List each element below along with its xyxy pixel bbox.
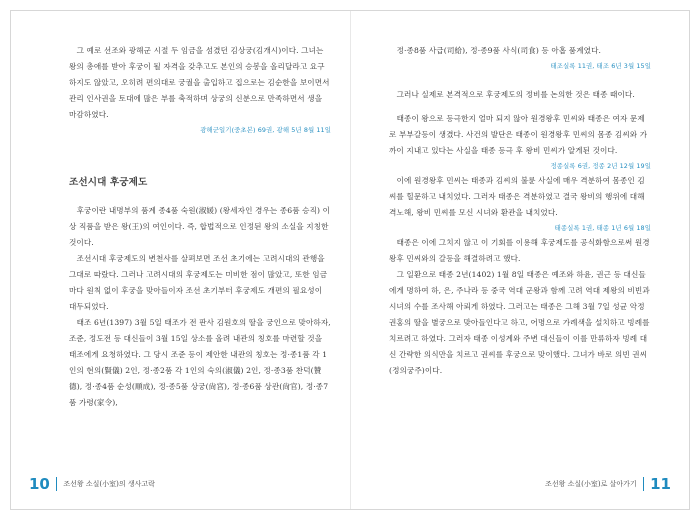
- paragraph: 후궁이란 내명부의 품계 종4품 숙원(淑媛) (왕세자인 경우는 종6품 승직) 이상 직품을 받은 왕(王)의 여인이다. 즉, 합법적으로 인정된 왕의 소실을 지칭한 것이다.: [69, 206, 331, 247]
- paragraph: 태종이 왕으로 등극한지 얼마 되지 않아 원경왕후 민씨와 태종은 여자 문제로 부부갈등이 생겼다. 사건의 발단은 태종이 원경왕후 민씨의 몸종 김씨와 가까이 지내고 있다는 사실을 태종 등극 후 왕비 민씨가 알게된 것이다.: [389, 114, 648, 155]
- section-title: 조선시대 후궁제도: [69, 177, 148, 188]
- source-reference: 태조실록 11권, 태조 6년 3월 15일: [550, 62, 651, 70]
- paragraph: 이에 원경왕후 민씨는 태종과 김씨의 불륜 사실에 매우 격분하여 몸종인 김씨를 힐문하고 내치었다. 그러자 태종은 격분하였고 결국 왕비의 행위에 대해 격노해, 왕비 민씨를 모신 시녀와 환관을 내치었다.: [389, 176, 645, 217]
- paragraph: 그러나 실제로 본격적으로 후궁제도의 정비를 논의한 것은 태종 때이다.: [396, 90, 635, 99]
- footer-divider: [643, 477, 645, 491]
- source-reference: 정종실록 6권, 정종 2년 12월 19일: [550, 162, 651, 170]
- page-number: 11: [650, 475, 671, 493]
- paragraph: 그 일환으로 태종 2년(1402) 1월 8일 태종은 예조와 하윤, 권근 등 대신들에게 명하여 하, 은, 주나라 등 중국 역대 군왕과 함께 고려 역대 제왕의 비빈과 시녀의 수를 조사해 아뢰게 하였다. 그러고는 태종은 그해 3월 7일 성균 악정 권홍의 딸을 별궁으로 맞아들인다고 하고, 어명으로 가례색을 설치하고 빙례를 치르려고 하였다. 그러자 태종 이성계와 주변 대신들이 이를 만류하자 빙례 대신 간략한 의식만을 치르고 권씨를 후궁으로 맞이했다. 그녀가 바로 의빈 권씨(정의궁주)이다.: [389, 270, 650, 375]
- left-footer: [29, 475, 155, 493]
- page-number: 10: [29, 475, 50, 493]
- paragraph: 그 예로 선조와 광해군 시절 두 임금을 섬겼던 김상궁(김개시)이다. 그녀는 왕의 총애를 받아 후궁이 될 자격을 갖추고도 본인의 승봉을 올리달라고 요구하지도 않았고, 오히려 편의대로 궁궐을 출입하고 집으로는 김순한을 보이면서 관리 인사권을 토대에 많은 부를 축적하며 상궁의 신분으로 만족하면서 생을 마감하였다.: [69, 46, 330, 119]
- paragraph: 조선시대 후궁제도의 변천사를 살펴보면 조선 초기에는 고려시대의 관행을 그대로 따랐다. 그러나 고려시대의 후궁제도는 미비한 점이 많았고, 또한 임금마다 원칙 없이 후궁을 맞아들이자 조선 초기부터 후궁제도 개편의 필요성이 대두되었다.: [69, 254, 328, 311]
- running-title: 조선왕 소실(小室)의 생사고락: [63, 480, 155, 488]
- paragraph: 태조 6년(1397) 3월 5일 태조가 전 판사 김원호의 딸을 궁인으로 맞아하자, 조준, 정도전 등 대신들이 3월 15일 상소를 올려 내관의 칭호를 마련할 것을 태조에게 요청하였다. 그 당시 조준 등이 제안한 내관의 칭호는 정·종1품 각 1인의 현의(賢儀) 2인, 정·종2품 각 1인의 숙의(淑儀) 2인, 정·종3품 찬덕(贊德), 정·종4품 순성(順成), 정·종5품 상궁(尙宮), 정·종6품 상관(尙官), 정·종7품 가령(家令),: [69, 318, 331, 407]
- source-reference: 태종실록 1권, 태종 1년 6월 18일: [554, 224, 651, 232]
- book-spread: [10, 10, 690, 510]
- running-title: 조선왕 소실(小室)로 살아가기: [545, 480, 637, 488]
- left-text-column: [69, 43, 331, 411]
- left-page: [11, 11, 351, 509]
- right-page: [351, 11, 691, 509]
- right-footer: [545, 475, 671, 493]
- paragraph: 정·종8품 사급(司給), 정·종9품 사식(司食) 등 아홉 품계였다.: [396, 46, 602, 55]
- paragraph: 태종은 이에 그치지 않고 이 기회를 이용해 후궁제도를 공식화함으로써 원경왕후 민씨와의 갈등을 해결하려고 했다.: [389, 238, 650, 263]
- footer-divider: [56, 477, 58, 491]
- right-text-column: [389, 43, 651, 379]
- source-reference: 광해군일기(중초본) 69권, 광해 5년 8월 11일: [200, 126, 331, 134]
